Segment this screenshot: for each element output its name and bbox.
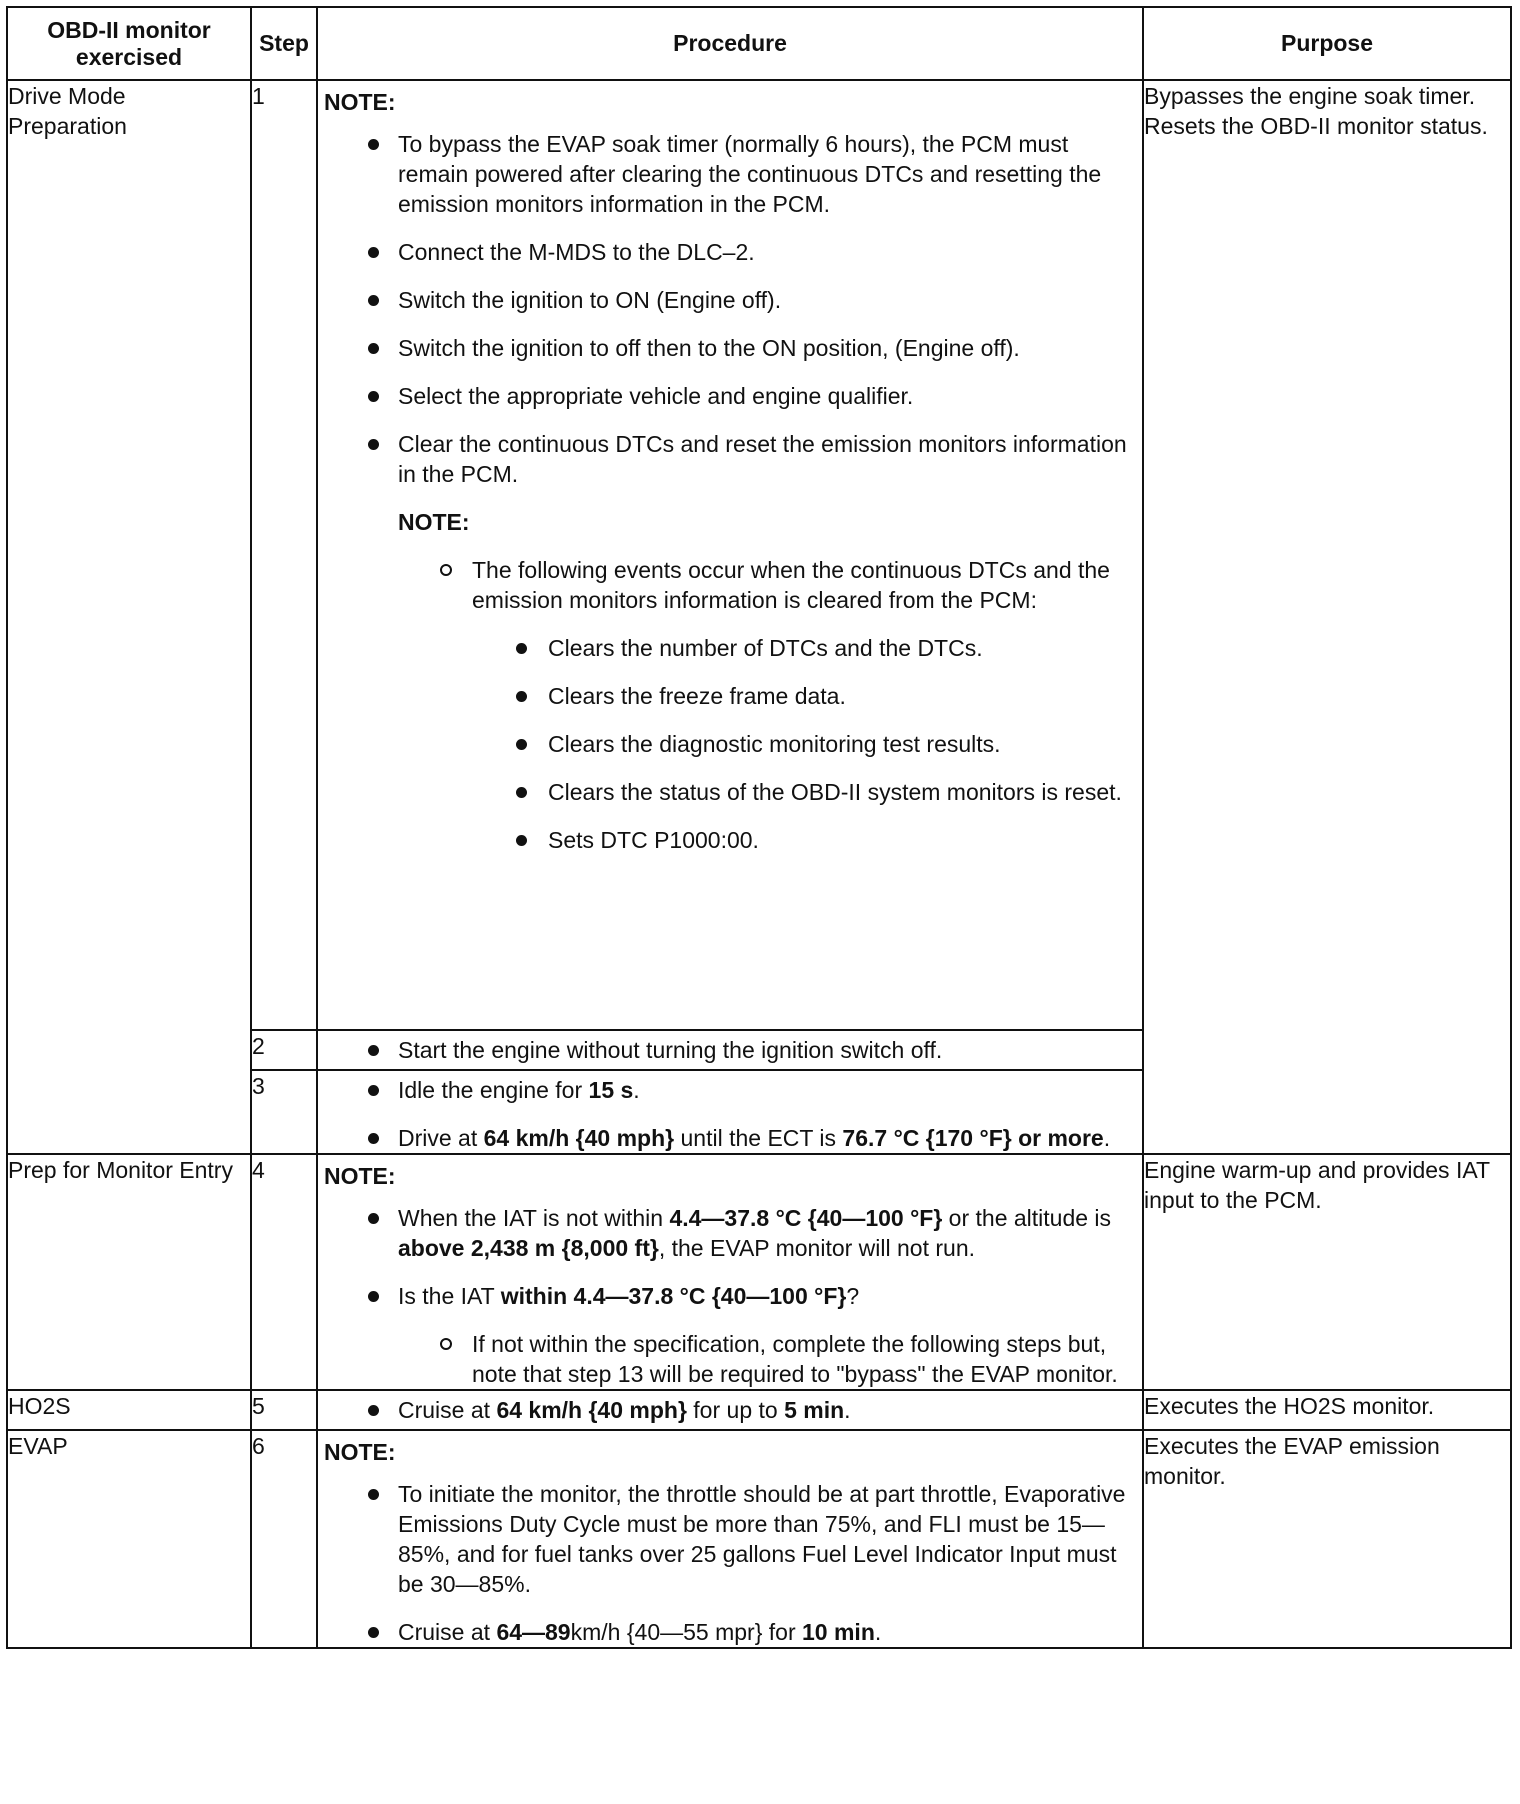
monitor-cell: Prep for Monitor Entry (7, 1154, 251, 1390)
header-procedure: Procedure (317, 7, 1143, 80)
sub-list (398, 555, 1142, 855)
event-item: Sets DTC P1000:00. (472, 825, 1142, 855)
text-run: or the altitude is (942, 1205, 1112, 1231)
bold-run: 4.4—37.8 °C {40—100 °F} (669, 1205, 943, 1231)
step-number: 6 (251, 1430, 317, 1648)
purpose-cell: Executes the EVAP emission monitor. (1143, 1430, 1511, 1648)
text-run: ? (846, 1283, 860, 1309)
sub-item (398, 555, 1142, 855)
text-run: Drive at (398, 1125, 484, 1151)
bold-run: 64 km/h {40 mph} (483, 1125, 675, 1151)
procedure-cell (317, 1070, 1143, 1154)
procedure-cell (317, 80, 1143, 1030)
procedure-list (318, 1479, 1142, 1647)
table-row (7, 1430, 1511, 1648)
procedure-bullet: Start the engine without turning the ignition switch off. (318, 1035, 1142, 1065)
header-monitor: OBD-II monitor exercised (7, 7, 251, 80)
text-run: Is the IAT (398, 1283, 501, 1309)
purpose-cell: Engine warm-up and provides IAT input to the PCM. (1143, 1154, 1511, 1390)
text-run: for up to (686, 1397, 785, 1423)
event-item: Clears the diagnostic monitoring test results. (472, 729, 1142, 759)
monitor-cell: Drive Mode Preparation (7, 80, 251, 1154)
procedure-list (318, 1035, 1142, 1065)
procedure-cell (317, 1430, 1143, 1648)
table-row (7, 80, 1511, 1030)
event-item: Clears the number of DTCs and the DTCs. (472, 633, 1142, 663)
procedure-bullet-text: Clear the continuous DTCs and reset the emission monitors information in the PCM. (398, 431, 1127, 487)
text-run: . (844, 1397, 851, 1423)
bold-run: 64—89 (496, 1619, 571, 1645)
procedure-list (318, 1203, 1142, 1389)
step-number: 1 (251, 80, 317, 1030)
procedure-bullet: Select the appropriate vehicle and engine qualifier. (318, 381, 1142, 411)
purpose-cell: Bypasses the engine soak timer. Resets the OBD-II monitor status. (1143, 80, 1511, 1154)
procedure-bullet (318, 1617, 1142, 1647)
text-run: Cruise at (398, 1619, 497, 1645)
text-run: When the IAT is not within (398, 1205, 670, 1231)
step-number: 2 (251, 1030, 317, 1070)
event-item: Clears the status of the OBD-II system monitors is reset. (472, 777, 1142, 807)
procedure-bullet: Switch the ignition to off then to the ON position, (Engine off). (318, 333, 1142, 363)
bold-run: above 2,438 m {8,000 ft} (398, 1235, 659, 1261)
header-step: Step (251, 7, 317, 80)
purpose-cell: Executes the HO2S monitor. (1143, 1390, 1511, 1430)
text-run: . (1103, 1125, 1111, 1151)
table-row (7, 1154, 1511, 1390)
sub-item-text: The following events occur when the continuous DTCs and the emission monitors information is cleared from the PCM: (472, 557, 1110, 613)
procedure-bullet: To initiate the monitor, the throttle should be at part throttle, Evaporative Emissions Duty Cycle must be more than 75%, and FLI must be 15—85%, and for fuel tanks over 25 gallons Fuel Level Indicator Input must be 30—85%. (318, 1479, 1142, 1599)
header-row (7, 7, 1511, 80)
step-number: 4 (251, 1154, 317, 1390)
note-label: NOTE: (324, 1439, 396, 1465)
table-row (7, 1390, 1511, 1430)
text-run: . (633, 1077, 640, 1103)
procedure-bullet (318, 1203, 1142, 1263)
procedure-list (318, 1075, 1142, 1153)
bold-run: 10 min (802, 1619, 875, 1645)
sub-item: If not within the specification, complete the following steps but, note that step 13 will be required to "bypass" the EVAP monitor. (398, 1329, 1142, 1389)
drive-cycle-table (6, 6, 1512, 1649)
procedure-list (318, 129, 1142, 855)
event-list (472, 633, 1142, 855)
procedure-cell (317, 1390, 1143, 1430)
procedure-bullet (318, 1281, 1142, 1389)
bold-run: within 4.4—37.8 °C {40—100 °F} (500, 1283, 847, 1309)
header-purpose: Purpose (1143, 7, 1511, 80)
procedure-cell (317, 1154, 1143, 1390)
procedure-bullet (318, 429, 1142, 855)
text-run: , the EVAP monitor will not run. (658, 1235, 976, 1261)
procedure-list (318, 1395, 1142, 1425)
step-number: 3 (251, 1070, 317, 1154)
monitor-cell: HO2S (7, 1390, 251, 1430)
bold-run: 15 s (588, 1077, 634, 1103)
sub-note-label: NOTE: (398, 509, 470, 535)
procedure-cell (317, 1030, 1143, 1070)
text-run: Idle the engine for (398, 1077, 589, 1103)
procedure-bullet (318, 1123, 1142, 1153)
procedure-bullet (318, 1395, 1142, 1425)
note-label: NOTE: (324, 1163, 396, 1189)
step-number: 5 (251, 1390, 317, 1430)
bold-run: 76.7 °C {170 °F} or more (842, 1125, 1104, 1151)
sub-list (398, 1329, 1142, 1389)
monitor-cell: EVAP (7, 1430, 251, 1648)
procedure-bullet (318, 1075, 1142, 1105)
procedure-bullet: Connect the M-MDS to the DLC–2. (318, 237, 1142, 267)
event-item: Clears the freeze frame data. (472, 681, 1142, 711)
text-run: . (874, 1619, 882, 1645)
text-run: until the ECT is (674, 1125, 843, 1151)
bold-run: 5 min (784, 1397, 845, 1423)
text-run: km/h {40—55 mpr} for (570, 1619, 802, 1645)
text-run: Cruise at (398, 1397, 497, 1423)
procedure-bullet: To bypass the EVAP soak timer (normally 6 hours), the PCM must remain powered after clearing the continuous DTCs and resetting the emission monitors information in the PCM. (318, 129, 1142, 219)
procedure-bullet: Switch the ignition to ON (Engine off). (318, 285, 1142, 315)
note-label: NOTE: (324, 89, 396, 115)
bold-run: 64 km/h {40 mph} (496, 1397, 687, 1423)
